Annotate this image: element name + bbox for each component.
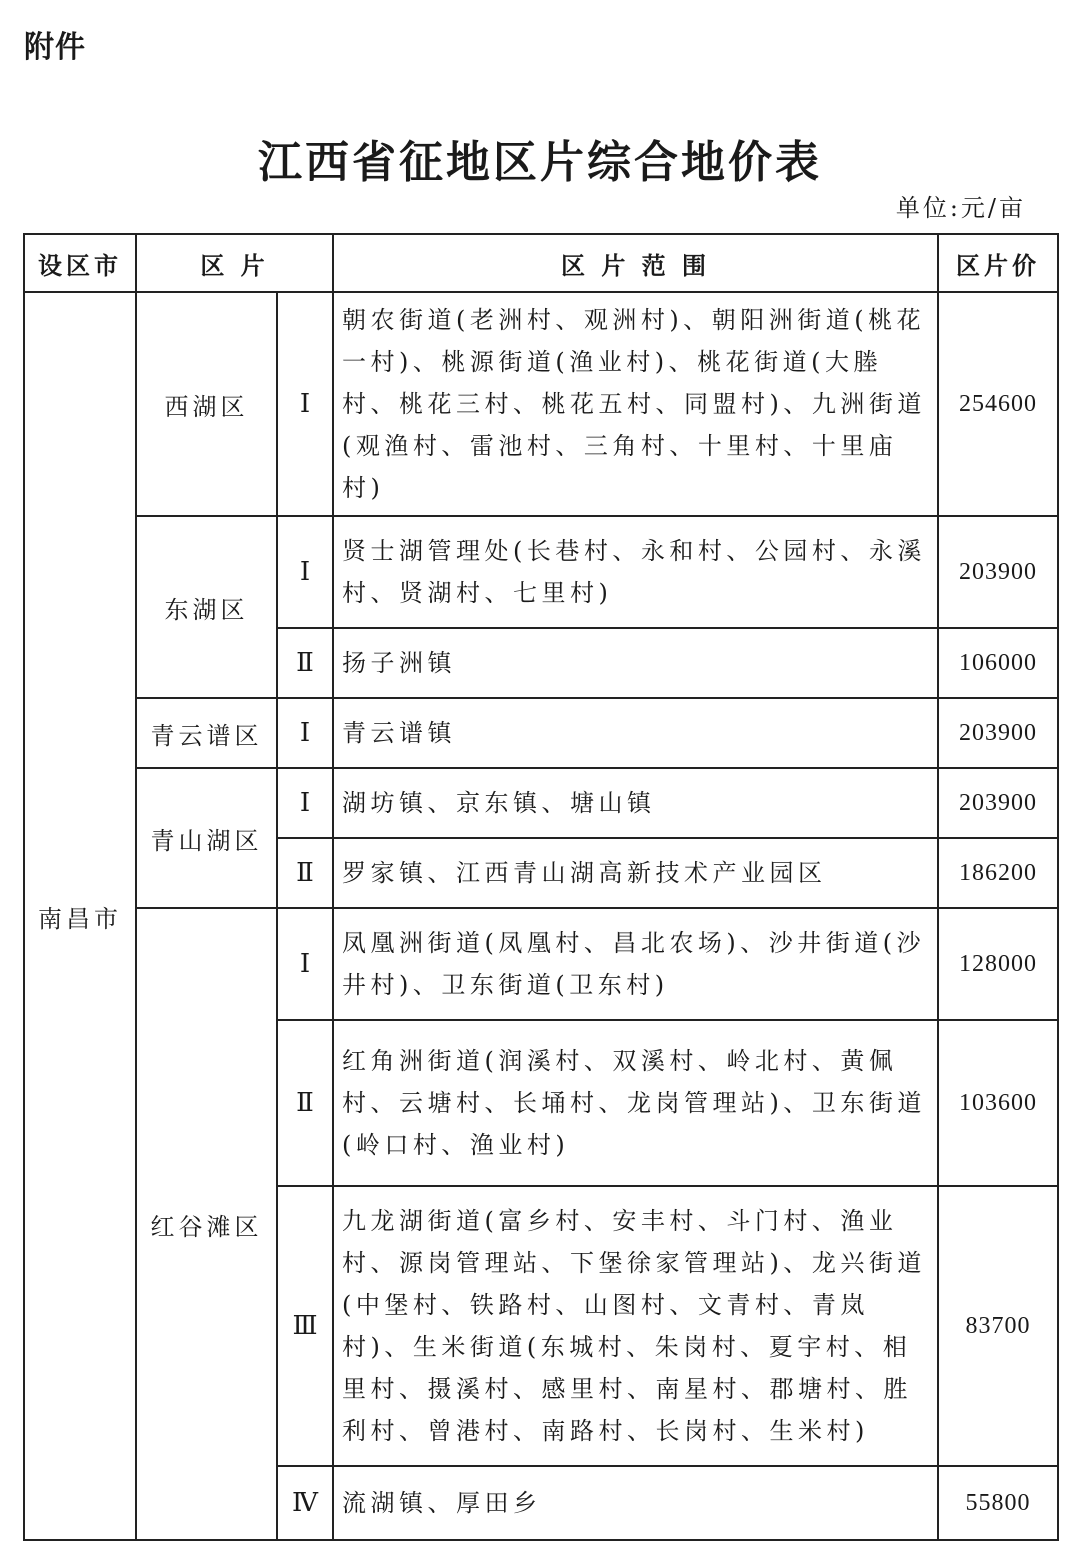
header-scope: 区 片 范 围 bbox=[333, 234, 938, 292]
grade-cell: Ⅳ bbox=[277, 1466, 333, 1540]
price-cell: 254600 bbox=[938, 292, 1058, 516]
scope-cell: 青云谱镇 bbox=[333, 698, 938, 768]
price-cell: 203900 bbox=[938, 768, 1058, 838]
table-row bbox=[24, 292, 1058, 516]
grade-cell: Ⅰ bbox=[277, 292, 333, 516]
page-title: 江西省征地区片综合地价表 bbox=[258, 137, 822, 188]
attachment-label: 附件 bbox=[24, 30, 86, 65]
scope-cell: 凤凰洲街道(凤凰村、昌北农场)、沙井街道(沙井村)、卫东街道(卫东村) bbox=[333, 908, 938, 1020]
header-price: 区片价 bbox=[938, 234, 1058, 292]
district-cell: 青山湖区 bbox=[136, 768, 277, 908]
scope-cell: 扬子洲镇 bbox=[333, 628, 938, 698]
grade-cell: Ⅱ bbox=[277, 838, 333, 908]
grade-cell: Ⅰ bbox=[277, 908, 333, 1020]
scope-cell: 九龙湖街道(富乡村、安丰村、斗门村、渔业村、源岗管理站、下堡徐家管理站)、龙兴街道(中堡村、铁路村、山图村、文青村、青岚村)、生米街道(东城村、朱岗村、夏宇村、相里村、摄溪村、感里村、南星村、郡塘村、胜利村、曾港村、南路村、长岗村、生米村) bbox=[333, 1186, 938, 1466]
table-row bbox=[24, 516, 1058, 628]
scope-cell: 流湖镇、厚田乡 bbox=[333, 1466, 938, 1540]
grade-cell: Ⅲ bbox=[277, 1186, 333, 1466]
scope-cell: 贤士湖管理处(长巷村、永和村、公园村、永溪村、贤湖村、七里村) bbox=[333, 516, 938, 628]
scope-cell: 朝农街道(老洲村、观洲村)、朝阳洲街道(桃花一村)、桃源街道(渔业村)、桃花街道(大塍村、桃花三村、桃花五村、同盟村)、九洲街道(观渔村、雷池村、三角村、十里村、十里庙村) bbox=[333, 292, 938, 516]
district-cell: 西湖区 bbox=[136, 292, 277, 516]
price-cell: 106000 bbox=[938, 628, 1058, 698]
grade-cell: Ⅰ bbox=[277, 698, 333, 768]
district-cell: 青云谱区 bbox=[136, 698, 277, 768]
price-cell: 55800 bbox=[938, 1466, 1058, 1540]
grade-cell: Ⅰ bbox=[277, 768, 333, 838]
price-cell: 83700 bbox=[938, 1186, 1058, 1466]
table-row bbox=[24, 698, 1058, 768]
city-cell: 南昌市 bbox=[24, 292, 136, 1540]
grade-cell: Ⅱ bbox=[277, 1020, 333, 1186]
table-row bbox=[24, 908, 1058, 1020]
table-header-row bbox=[24, 234, 1058, 292]
scope-cell: 湖坊镇、京东镇、塘山镇 bbox=[333, 768, 938, 838]
district-cell: 东湖区 bbox=[136, 516, 277, 698]
header-city: 设区市 bbox=[24, 234, 136, 292]
price-cell: 128000 bbox=[938, 908, 1058, 1020]
table-row bbox=[24, 768, 1058, 838]
price-cell: 203900 bbox=[938, 698, 1058, 768]
district-cell: 红谷滩区 bbox=[136, 908, 277, 1540]
price-cell: 203900 bbox=[938, 516, 1058, 628]
scope-cell: 红角洲街道(润溪村、双溪村、岭北村、黄佩村、云塘村、长埇村、龙岗管理站)、卫东街道(岭口村、渔业村) bbox=[333, 1020, 938, 1186]
price-cell: 103600 bbox=[938, 1020, 1058, 1186]
header-zone: 区 片 bbox=[136, 234, 333, 292]
unit-label: 单位:元/亩 bbox=[895, 194, 1026, 222]
land-price-table bbox=[23, 233, 1059, 1541]
scope-cell: 罗家镇、江西青山湖高新技术产业园区 bbox=[333, 838, 938, 908]
price-cell: 186200 bbox=[938, 838, 1058, 908]
grade-cell: Ⅰ bbox=[277, 516, 333, 628]
grade-cell: Ⅱ bbox=[277, 628, 333, 698]
